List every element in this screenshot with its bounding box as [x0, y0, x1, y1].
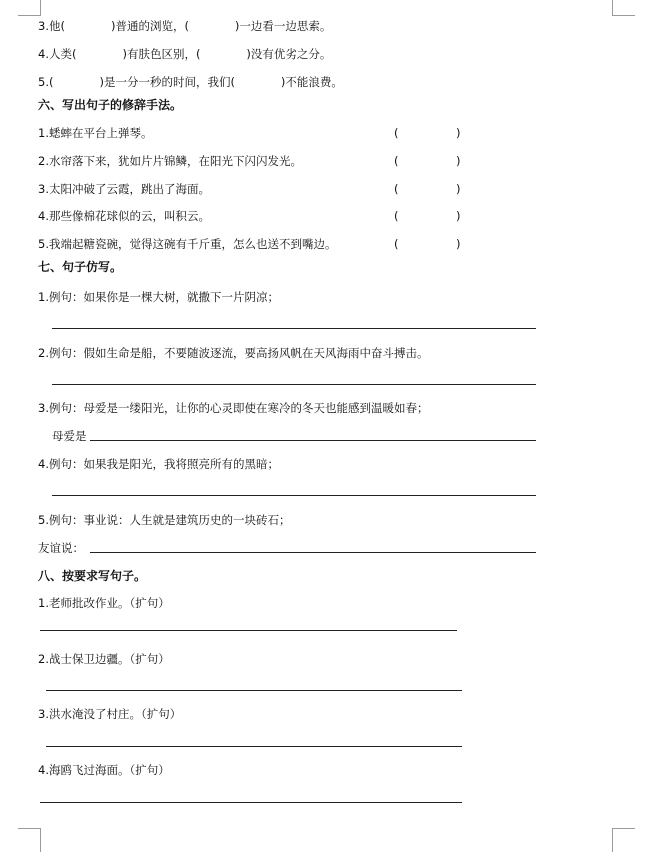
- answer-line-8-1[interactable]: [40, 630, 457, 631]
- imitation-prefix-5: 友谊说：: [38, 541, 84, 555]
- rhetoric-item-4: 4.那些像棉花球似的云，叫积云。: [38, 209, 210, 223]
- corner-mark-bottom-left: [18, 828, 41, 852]
- corner-mark-bottom-right: [612, 828, 635, 852]
- imitation-example-5: 5.例句：事业说：人生就是建筑历史的一块砖石；: [38, 513, 291, 527]
- section-6-title: 六、写出句子的修辞手法。: [38, 98, 183, 112]
- answer-paren-3[interactable]: ( ): [394, 182, 461, 196]
- answer-line-8-3[interactable]: [46, 746, 462, 747]
- expand-sentence-1: 1.老师批改作业。（扩句）: [38, 596, 170, 610]
- answer-paren-4[interactable]: ( ): [394, 209, 461, 223]
- section-8-title: 八、按要求写句子。: [38, 569, 147, 583]
- answer-paren-2[interactable]: ( ): [394, 154, 461, 168]
- imitation-example-4: 4.例句：如果我是阳光，我将照亮所有的黑暗；: [38, 457, 279, 471]
- answer-line-8-4[interactable]: [40, 802, 462, 803]
- answer-line-7-4[interactable]: [52, 495, 536, 496]
- answer-line-7-1[interactable]: [52, 328, 536, 329]
- imitation-example-1: 1.例句：如果你是一棵大树，就撒下一片阴凉；: [38, 290, 279, 304]
- answer-line-7-3[interactable]: [90, 440, 536, 441]
- imitation-example-3: 3.例句：母爱是一缕阳光，让你的心灵即使在寒冷的冬天也能感到温暖如春；: [38, 401, 429, 415]
- section-7-title: 七、句子仿写。: [38, 260, 123, 274]
- expand-sentence-4: 4.海鸥飞过海面。（扩句）: [38, 763, 170, 777]
- expand-sentence-3: 3.洪水淹没了村庄。（扩句）: [38, 707, 182, 721]
- answer-paren-1[interactable]: ( ): [394, 126, 461, 140]
- answer-line-7-2[interactable]: [52, 384, 536, 385]
- answer-line-7-5[interactable]: [90, 552, 536, 553]
- corner-mark-top-right: [612, 0, 635, 16]
- expand-sentence-2: 2.战士保卫边疆。（扩句）: [38, 652, 170, 666]
- rhetoric-item-5: 5.我端起糖瓷碗，觉得这碗有千斤重，怎么也送不到嘴边。: [38, 237, 337, 251]
- answer-paren-5[interactable]: ( ): [394, 237, 461, 251]
- rhetoric-item-2: 2.水帘落下来，犹如片片锦鳞，在阳光下闪闪发光。: [38, 154, 302, 168]
- imitation-example-2: 2.例句：假如生命是船，不要随波逐流，要高扬风帆在天风海雨中奋斗搏击。: [38, 346, 429, 360]
- answer-line-8-2[interactable]: [46, 690, 462, 691]
- corner-mark-top-left: [18, 0, 41, 16]
- rhetoric-item-3: 3.太阳冲破了云霞，跳出了海面。: [38, 182, 210, 196]
- question-5-5: 5.( )是一分一秒的时间，我们( )不能浪费。: [38, 75, 343, 89]
- question-5-4: 4.人类( )有肤色区别，( )没有优劣之分。: [38, 47, 332, 61]
- imitation-prefix-3: 母爱是: [52, 429, 87, 443]
- rhetoric-item-1: 1.蟋蟀在平台上弹琴。: [38, 126, 153, 140]
- question-5-3: 3.他( )普通的浏览，( )一边看一边思索。: [38, 19, 332, 33]
